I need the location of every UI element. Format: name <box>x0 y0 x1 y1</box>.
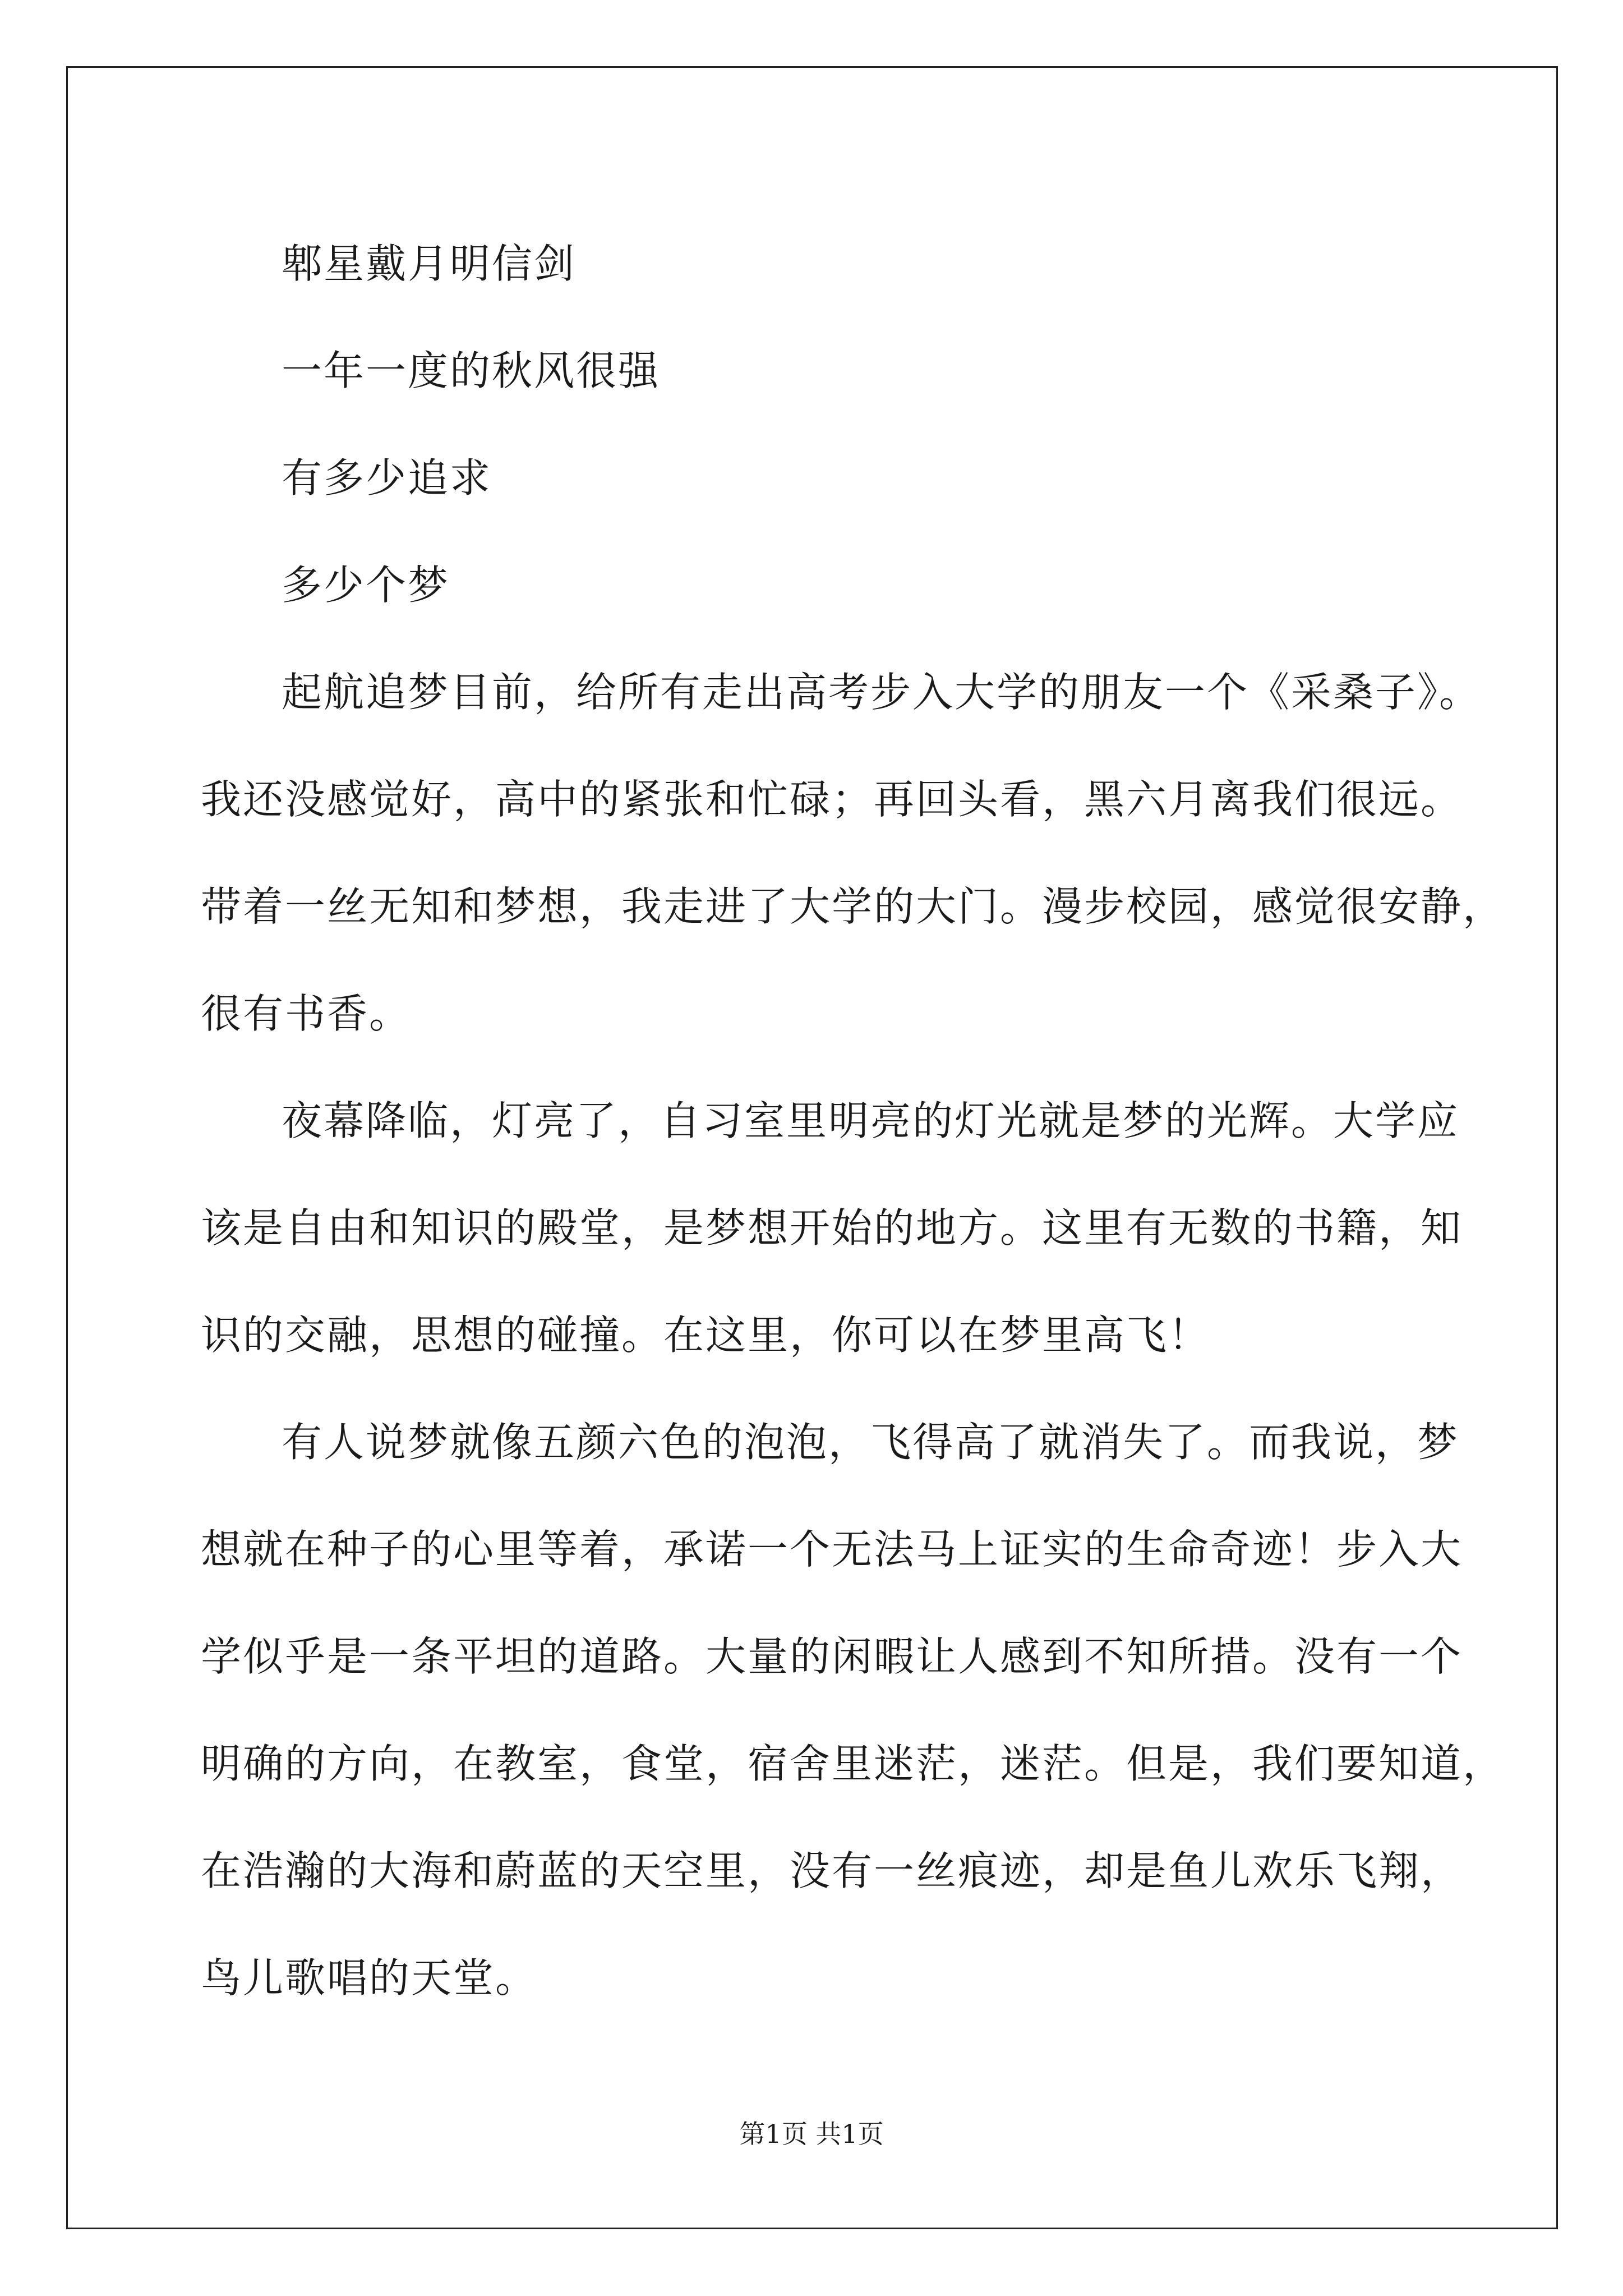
text-line: 起航追梦目前，给所有走出高考步入大学的朋友一个《采桑子》。 <box>282 669 1482 716</box>
text-line: 识的交融，思想的碰撞。在这里，你可以在梦里高飞！ <box>201 1312 1211 1359</box>
text-line: 在浩瀚的大海和蔚蓝的天空里，没有一丝痕迹，却是鱼儿欢乐飞翔， <box>201 1847 1463 1894</box>
text-line: 带着一丝无知和梦想，我走进了大学的大门。漫步校园，感觉很安静， <box>201 883 1505 930</box>
text-line: 很有书香。 <box>201 990 412 1037</box>
poem-line: 多少个梦 <box>282 562 450 609</box>
text-line: 我还没感觉好，高中的紧张和忙碌；再回头看，黑六月离我们很远。 <box>201 776 1463 823</box>
poem-line: 有多少追求 <box>282 454 492 501</box>
paragraph-1 <box>201 639 1505 1068</box>
poem-line: 郫星戴月明信剑 <box>282 240 577 287</box>
text-line: 想就在种子的心里等着，承诺一个无法马上证实的生命奇迹！步入大 <box>201 1526 1463 1573</box>
page-footer: 第1页 共1页 <box>739 2119 884 2149</box>
paragraph-3 <box>201 1389 1505 2032</box>
poem-line: 一年一度的秋风很强 <box>282 347 661 394</box>
text-line: 明确的方向，在教室，食堂，宿舍里迷茫，迷茫。但是，我们要知道， <box>201 1740 1505 1787</box>
text-line: 夜幕降临，灯亮了，自习室里明亮的灯光就是梦的光辉。大学应 <box>282 1097 1460 1144</box>
paragraph-2 <box>201 1068 1463 1389</box>
text-line: 鸟儿歌唱的天堂。 <box>201 1954 538 2001</box>
document-body <box>201 210 1505 2032</box>
text-line: 有人说梦就像五颜六色的泡泡，飞得高了就消失了。而我说，梦 <box>282 1419 1460 1466</box>
text-line: 该是自由和知识的殿堂，是梦想开始的地方。这里有无数的书籍，知 <box>201 1204 1463 1251</box>
text-line: 学似乎是一条平坦的道路。大量的闲暇让人感到不知所措。没有一个 <box>201 1633 1463 1680</box>
